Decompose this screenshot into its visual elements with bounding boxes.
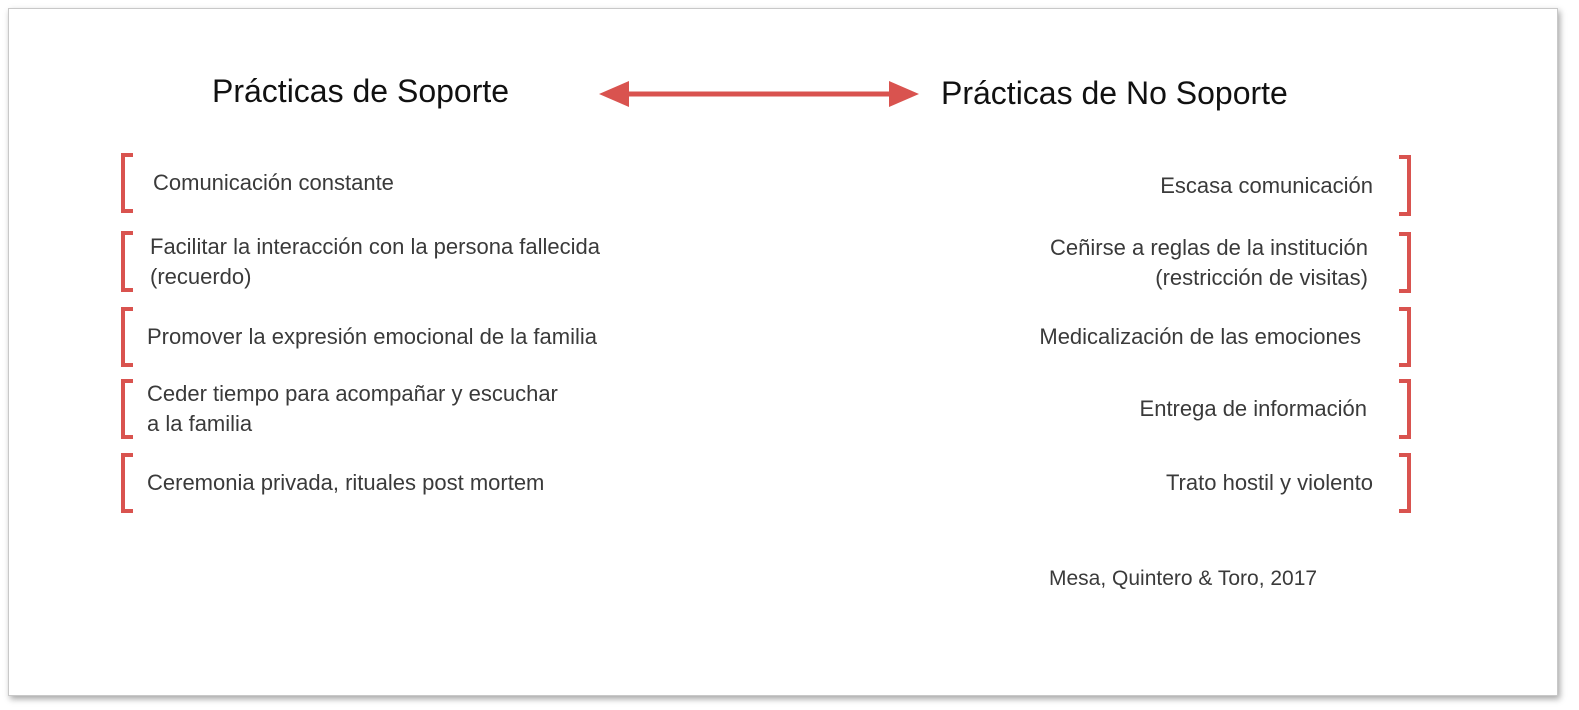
support-item bbox=[121, 153, 761, 213]
support-item-text: Ceremonia privada, rituales post mortem bbox=[147, 470, 545, 495]
non-support-item bbox=[909, 379, 1411, 439]
bracket-left bbox=[121, 307, 133, 367]
support-item bbox=[121, 307, 761, 367]
bracket-right bbox=[1399, 155, 1411, 216]
non-support-item bbox=[909, 307, 1411, 367]
bracket-right bbox=[1399, 307, 1411, 367]
bracket-right bbox=[1399, 232, 1411, 293]
slide bbox=[8, 8, 1558, 696]
non-support-item-text: Entrega de información bbox=[1139, 396, 1367, 421]
heading-non-support-practices: Prácticas de No Soporte bbox=[941, 75, 1288, 111]
bracket-left bbox=[121, 231, 133, 292]
non-support-item-text: Ceñirse a reglas de la institución (restricción de visitas) bbox=[1050, 234, 1368, 290]
non-support-item-text: Escasa comunicación bbox=[1160, 172, 1373, 198]
bracket-left bbox=[121, 453, 133, 513]
non-support-item-text: Trato hostil y violento bbox=[1165, 470, 1373, 495]
bracket-left bbox=[121, 379, 133, 439]
support-item bbox=[121, 453, 761, 513]
non-support-item bbox=[909, 453, 1411, 513]
support-item-text: Comunicación constante bbox=[153, 170, 394, 195]
support-item-text: Ceder tiempo para acompañar y escuchar a la familia bbox=[147, 381, 558, 436]
support-item-text: Facilitar la interacción con la persona fallecida (recuerdo) bbox=[150, 233, 601, 289]
bracket-left bbox=[121, 153, 133, 213]
bracket-right bbox=[1399, 379, 1411, 439]
heading-support-practices: Prácticas de Soporte bbox=[212, 73, 510, 109]
non-support-item bbox=[909, 155, 1411, 216]
non-support-item-text: Medicalización de las emociones bbox=[1039, 324, 1361, 349]
double-headed-arrow-icon bbox=[599, 79, 919, 109]
citation: Mesa, Quintero & Toro, 2017 bbox=[1049, 567, 1318, 590]
support-item bbox=[121, 379, 761, 439]
support-item bbox=[121, 231, 761, 292]
bracket-right bbox=[1399, 453, 1411, 513]
non-support-item bbox=[909, 232, 1411, 293]
support-item-text: Promover la expresión emocional de la familia bbox=[147, 324, 597, 349]
